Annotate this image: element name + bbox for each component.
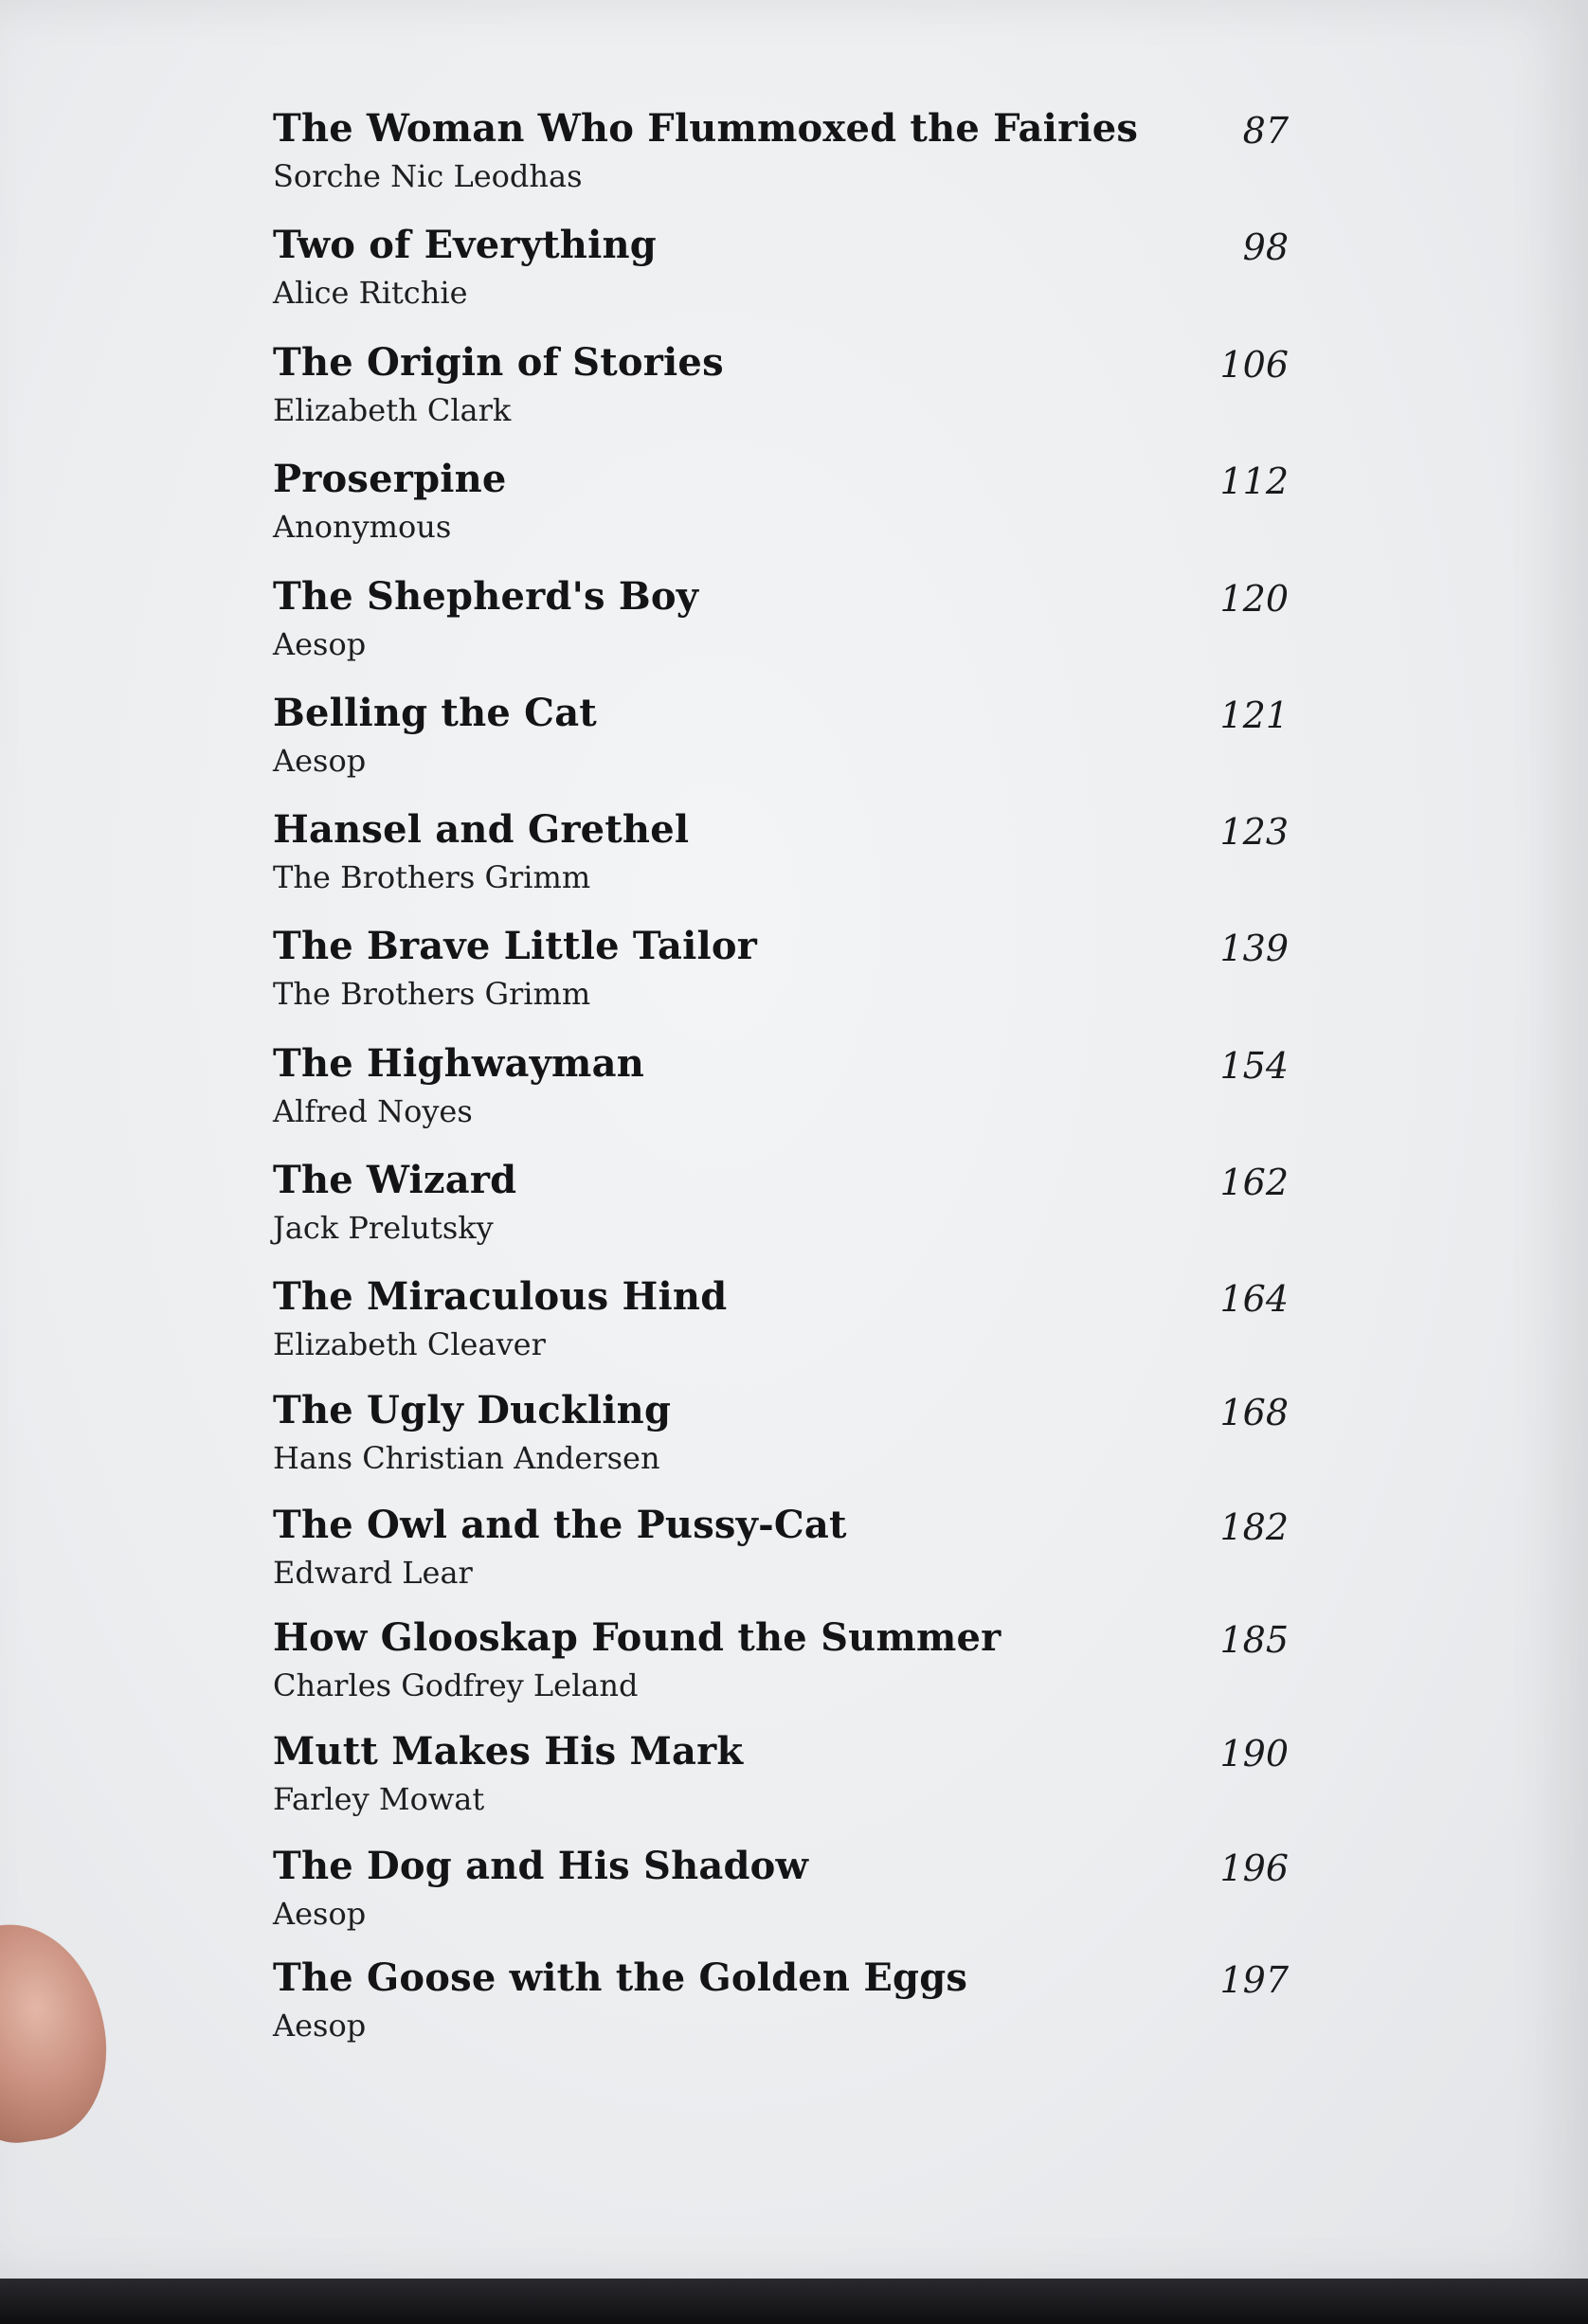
- page-number: 164: [1219, 1278, 1289, 1320]
- story-title: The Woman Who Flummoxed the Fairies: [273, 106, 1139, 151]
- story-title: Proserpine: [273, 457, 507, 501]
- story-title: The Wizard: [273, 1158, 517, 1202]
- toc-entry: [273, 106, 1289, 210]
- toc-entry: [273, 807, 1289, 911]
- story-author: The Brothers Grimm: [273, 976, 591, 1012]
- story-title: The Origin of Stories: [273, 340, 724, 385]
- page-number: 182: [1219, 1506, 1289, 1548]
- story-title: The Brave Little Tailor: [273, 924, 758, 968]
- story-title: How Glooskap Found the Summer: [273, 1615, 1002, 1660]
- story-author: Alice Ritchie: [273, 275, 468, 311]
- page-number: 98: [1242, 226, 1289, 268]
- story-title: The Ugly Duckling: [273, 1388, 672, 1432]
- story-title: The Goose with the Golden Eggs: [273, 1955, 968, 2000]
- page-number: 106: [1219, 344, 1289, 386]
- toc-entry: [273, 1158, 1289, 1262]
- story-author: Alfred Noyes: [273, 1093, 473, 1129]
- page-number: 112: [1219, 460, 1289, 502]
- story-author: Jack Prelutsky: [273, 1210, 494, 1246]
- story-title: The Miraculous Hind: [273, 1274, 728, 1319]
- story-title: Belling the Cat: [273, 691, 597, 735]
- story-title: Mutt Makes His Mark: [273, 1729, 744, 1774]
- story-author: Aesop: [273, 743, 367, 779]
- page-number: 190: [1219, 1733, 1289, 1775]
- toc-entry: [273, 924, 1289, 1028]
- page-number: 196: [1219, 1847, 1289, 1889]
- toc-entry: [273, 1844, 1289, 1948]
- toc-entry: [273, 1503, 1289, 1607]
- story-title: The Highwayman: [273, 1041, 644, 1086]
- toc-entry: [273, 1729, 1289, 1833]
- story-title: The Owl and the Pussy-Cat: [273, 1503, 847, 1547]
- story-author: Charles Godfrey Leland: [273, 1667, 639, 1703]
- toc-entry: [273, 1615, 1289, 1720]
- toc-entry: [273, 1041, 1289, 1145]
- story-title: The Shepherd's Boy: [273, 574, 699, 619]
- story-title: Two of Everything: [273, 223, 657, 267]
- toc-entry: [273, 340, 1289, 444]
- toc-entry: [273, 1274, 1289, 1378]
- page-number: 154: [1219, 1045, 1289, 1087]
- page-number: 121: [1219, 694, 1289, 736]
- page-number: 87: [1242, 110, 1289, 152]
- page-number: 123: [1219, 811, 1289, 853]
- page-number: 185: [1219, 1619, 1289, 1661]
- story-author: Farley Mowat: [273, 1781, 485, 1817]
- page-number: 120: [1219, 578, 1289, 620]
- story-author: Elizabeth Clark: [273, 392, 512, 428]
- toc-entry: [273, 691, 1289, 795]
- story-author: Hans Christian Andersen: [273, 1440, 660, 1476]
- page-number: 139: [1219, 928, 1289, 969]
- page-bottom-shadow: [0, 2279, 1588, 2324]
- story-author: Sorche Nic Leodhas: [273, 158, 583, 194]
- story-author: Anonymous: [273, 509, 452, 545]
- page-number: 197: [1219, 1959, 1289, 2001]
- toc-entry: [273, 457, 1289, 561]
- page-number: 168: [1219, 1392, 1289, 1433]
- toc-entry: [273, 574, 1289, 678]
- story-title: The Dog and His Shadow: [273, 1844, 809, 1888]
- story-author: The Brothers Grimm: [273, 859, 591, 895]
- page-number: 162: [1219, 1162, 1289, 1203]
- toc-entry: [273, 1955, 1289, 2060]
- story-author: Aesop: [273, 1896, 367, 1932]
- story-author: Elizabeth Cleaver: [273, 1326, 546, 1362]
- story-author: Edward Lear: [273, 1555, 473, 1591]
- story-author: Aesop: [273, 626, 367, 662]
- toc-entry: [273, 1388, 1289, 1492]
- story-author: Aesop: [273, 2008, 367, 2044]
- toc-entry: [273, 223, 1289, 327]
- story-title: Hansel and Grethel: [273, 807, 690, 852]
